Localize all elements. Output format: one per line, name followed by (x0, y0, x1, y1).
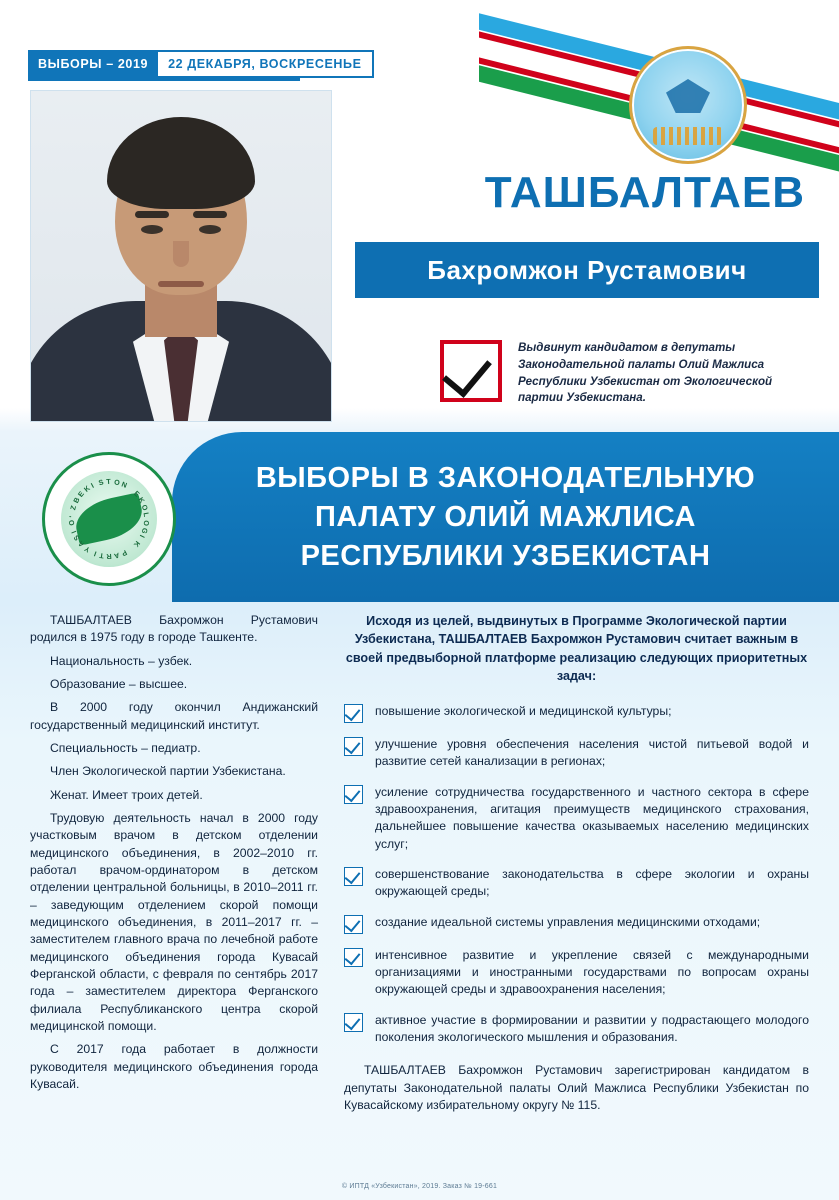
program-task-text: улучшение уровня обеспечения населения чистой питьевой водой и развитие сетей канализации в регионах; (375, 737, 809, 769)
bio-paragraph: Специальность – педиатр. (50, 740, 201, 755)
checkmark-icon (440, 340, 502, 402)
program-task-item (344, 736, 809, 771)
candidate-surname: ТАШБАЛТАЕВ (484, 168, 805, 217)
headline-line-1: ВЫБОРЫ В ЗАКОНОДАТЕЛЬНУЮ (255, 461, 756, 494)
checkbox-icon (344, 704, 363, 723)
program-task-item (344, 947, 809, 999)
checkbox-icon (344, 737, 363, 756)
checkbox-icon (344, 948, 363, 967)
program-task-item (344, 914, 809, 934)
checkbox-icon (344, 1013, 363, 1032)
program-task-item (344, 703, 809, 723)
election-label: ВЫБОРЫ – 2019 (28, 50, 158, 78)
checkbox-icon (344, 785, 363, 804)
bio-paragraph: Национальность – узбек. (50, 653, 193, 668)
biography-column (30, 612, 318, 1160)
headline-line-2: ПАЛАТУ ОЛИЙ МАЖЛИСА (315, 500, 696, 533)
program-task-text: совершенствование законодательства в сфере экологии и охраны окружающей среды; (375, 866, 809, 899)
bio-paragraph: ТАШБАЛТАЕВ Бахромжон Рустамович родился в 1975 году в городе Ташкенте. (30, 613, 318, 645)
bio-paragraph: Женат. Имеет троих детей. (50, 787, 203, 802)
election-date-ribbon (28, 50, 374, 78)
program-task-text: интенсивное развитие и укрепление связей с международными организациями и иностранными государствами по вопросам охраны окружающей среды и здравоохранения населения; (375, 947, 809, 997)
nomination-text: Выдвинут кандидатом в депутаты Законодательной палаты Олий Мажлиса Республики Узбекистан от Экологической партии Узбекистана. (518, 341, 773, 405)
candidate-photo (30, 90, 332, 422)
bio-paragraph: В 2000 году окончил Андижанский государственный медицинский институт. (30, 700, 318, 732)
bio-paragraph: Трудовую деятельность начал в 2000 году участковым врачом в детском отделении медицинского объединения, в 2002–2010 гг. работал врачом-ординатором в детском отделении центральной больницы, в 2010–2011 гг. – заведующим отделением скорой помощи медицинского объединения, в 2011–2017 гг. – заместителем главного врача по лечебной работе медицинского объединения города Кувасай Ферганской области, с февраля по сентябрь 2017 года – заместителем директора Ферганского филиала Республиканского центра скорой медицинской помощи. (30, 810, 318, 1033)
program-task-text: повышение экологической и медицинской культуры; (375, 704, 672, 718)
election-date: 22 ДЕКАБРЯ, ВОСКРЕСЕНЬЕ (158, 50, 374, 78)
election-headline (172, 432, 839, 602)
state-emblem-icon (629, 46, 747, 164)
program-title: Исходя из целей, выдвинутых в Программе Экологической партии Узбекистана, ТАШБАЛТАЕВ Бахромжон Рустамович считает важным в своей предвыборной платформе реализацию следующих приоритетных задач: (345, 614, 808, 683)
ribbon-underline (28, 78, 300, 81)
party-logo-ring-text: O ‘ Z B E K I S T O N E K O L O G I K P A R T I Y A S I (66, 476, 152, 562)
checkbox-icon (344, 915, 363, 934)
registration-note: ТАШБАЛТАЕВ Бахромжон Рустамович зарегистрирован кандидатом в депутаты Законодательной палаты Олий Мажлиса Республики Узбекистан по Кувасайскому избирательному округу № 115. (344, 1063, 809, 1112)
bio-paragraph: С 2017 года работает в должности руководителя медицинского объединения города Кувасай. (30, 1042, 318, 1091)
program-task-text: усиление сотрудничества государственного и частного сектора в сфере здравоохранения, агитация преимуществ медицинского страхования, дальнейшее повышение качества оказываемых населению медицинских услуг; (375, 784, 809, 851)
nomination-block (440, 340, 809, 407)
checkbox-icon (344, 867, 363, 886)
footer-imprint: © ИПТД «Узбекистан», 2019. Заказ № 19-661 (341, 1183, 498, 1190)
candidate-given-name-bar (355, 242, 819, 298)
bio-paragraph: Член Экологической партии Узбекистана. (50, 764, 286, 779)
bio-paragraph: Образование – высшее. (50, 676, 188, 691)
program-column (344, 612, 809, 1160)
program-task-text: активное участие в формировании и развитии у подрастающего молодого поколения экологического мышления и образования. (375, 1012, 809, 1044)
poster-body (0, 612, 839, 1160)
headline-line-3: РЕСПУБЛИКИ УЗБЕКИСТАН (300, 539, 711, 572)
program-task-item (344, 784, 809, 853)
party-logo-icon (42, 452, 176, 586)
program-task-item (344, 1012, 809, 1047)
program-task-text: создание идеальной системы управления медицинскими отходами; (375, 914, 761, 929)
program-task-item (344, 866, 809, 901)
candidate-given-name: Бахромжон Рустамович (427, 254, 747, 285)
